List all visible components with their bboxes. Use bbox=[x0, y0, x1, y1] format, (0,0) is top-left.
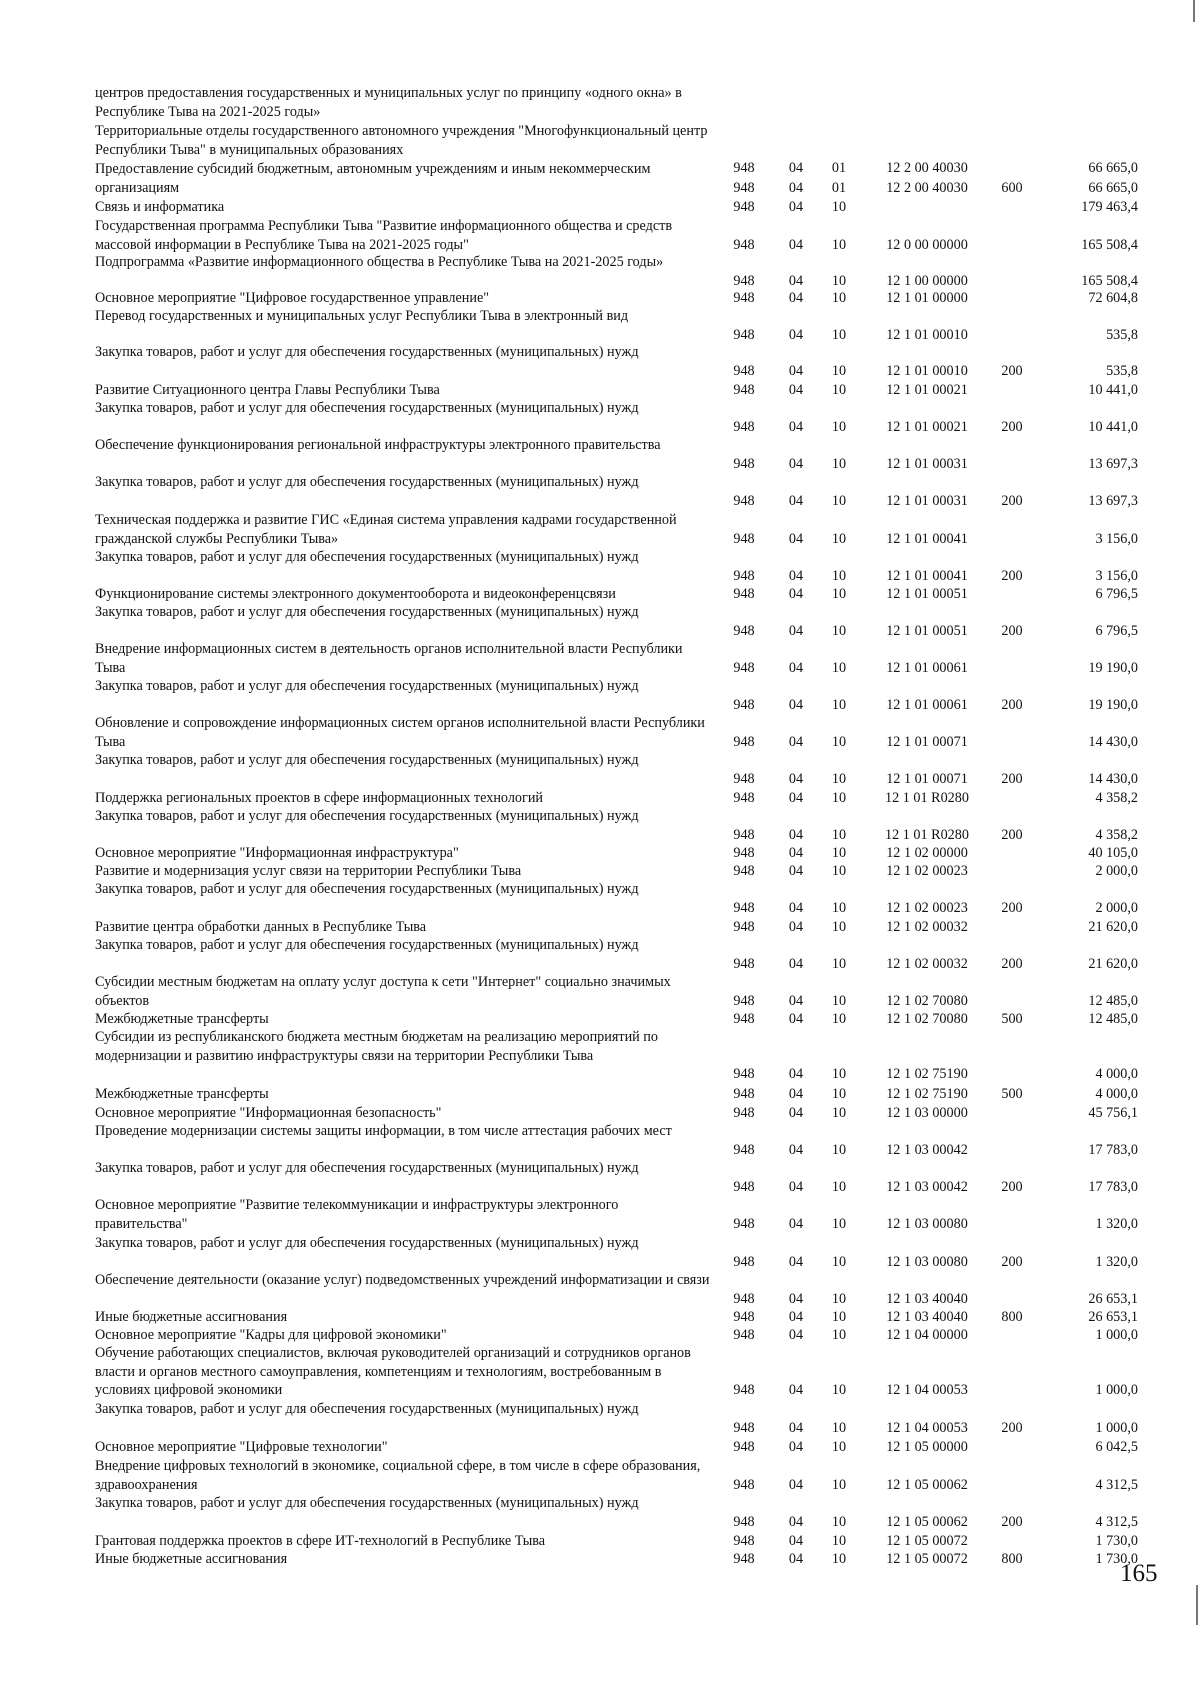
admin-code-cell: 948 bbox=[733, 272, 755, 289]
amount-cell: 45 756,1 bbox=[1088, 1105, 1138, 1121]
admin-code-cell: 948 bbox=[733, 455, 755, 472]
expense-type-code-cell: 600 bbox=[1001, 179, 1023, 196]
section-code-cell: 04 bbox=[788, 1178, 804, 1195]
subsection-code-cell: 10 bbox=[831, 492, 847, 509]
amount-cell: 13 697,3 bbox=[1088, 492, 1138, 509]
target-article-code-cell: 12 1 01 00010 bbox=[886, 326, 968, 343]
amount-cell: 10 441,0 bbox=[1088, 418, 1138, 435]
page-number: 165 bbox=[1120, 1560, 1158, 1587]
admin-code-cell: 948 bbox=[733, 362, 755, 379]
amount-cell: 2 000,0 bbox=[1095, 899, 1138, 916]
amount-cell: 1 000,0 bbox=[1095, 1419, 1138, 1436]
target-article-code-cell: 12 1 05 00072 bbox=[886, 1551, 968, 1567]
expense-type-code-cell: 800 bbox=[1001, 1551, 1023, 1567]
subsection-code-cell: 10 bbox=[831, 1309, 847, 1325]
row-name: Закупка товаров, работ и услуг для обеспечения государственных (муниципальных) нужд bbox=[95, 1235, 639, 1251]
subsection-code-cell: 10 bbox=[831, 586, 847, 602]
target-article-code-cell: 12 1 03 00042 bbox=[886, 1178, 968, 1195]
expense-type-code-cell: 200 bbox=[1001, 1253, 1023, 1270]
target-article-code-cell: 12 1 04 00000 bbox=[886, 1327, 968, 1343]
amount-cell: 14 430,0 bbox=[1088, 770, 1138, 787]
amount-cell: 26 653,1 bbox=[1088, 1309, 1138, 1325]
admin-code-cell: 948 bbox=[733, 1476, 755, 1493]
row-name: Предоставление субсидий бюджетным, автономным учреждениям и иным некоммерческим организациям bbox=[95, 161, 651, 196]
row-name: Закупка товаров, работ и услуг для обеспечения государственных (муниципальных) нужд bbox=[95, 1401, 639, 1417]
admin-code-cell: 948 bbox=[733, 382, 755, 398]
section-code-cell: 04 bbox=[788, 1215, 804, 1232]
admin-code-cell: 948 bbox=[733, 530, 755, 547]
subsection-code-cell: 10 bbox=[831, 272, 847, 289]
subsection-code-cell: 10 bbox=[831, 955, 847, 972]
target-article-code-cell: 12 1 01 00021 bbox=[886, 418, 968, 435]
amount-cell: 6 042,5 bbox=[1095, 1439, 1138, 1455]
row-name: Обеспечение деятельности (оказание услуг) подведомственных учреждений информатизации и связи bbox=[95, 1272, 710, 1288]
subsection-code-cell: 10 bbox=[831, 790, 847, 806]
section-code-cell: 04 bbox=[788, 326, 804, 343]
admin-code-cell: 948 bbox=[733, 199, 755, 215]
admin-code-cell: 948 bbox=[733, 492, 755, 509]
expense-type-code-cell: 200 bbox=[1001, 622, 1023, 639]
section-code-cell: 04 bbox=[788, 1476, 804, 1493]
subsection-code-cell: 10 bbox=[831, 1178, 847, 1195]
amount-cell: 72 604,8 bbox=[1088, 290, 1138, 306]
subsection-code-cell: 10 bbox=[831, 418, 847, 435]
amount-cell: 21 620,0 bbox=[1088, 955, 1138, 972]
target-article-code-cell: 12 1 03 40040 bbox=[886, 1290, 968, 1307]
admin-code-cell: 948 bbox=[733, 826, 755, 843]
target-article-code-cell: 12 1 01 00071 bbox=[886, 733, 968, 750]
section-code-cell: 04 bbox=[788, 1533, 804, 1549]
admin-code-cell: 948 bbox=[733, 1439, 755, 1455]
target-article-code-cell: 12 1 04 00053 bbox=[886, 1419, 968, 1436]
row-name: Функционирование системы электронного документооборота и видеоконференцсвязи bbox=[95, 586, 616, 602]
subsection-code-cell: 10 bbox=[831, 622, 847, 639]
amount-cell: 4 000,0 bbox=[1095, 1086, 1138, 1102]
amount-cell: 1 000,0 bbox=[1095, 1382, 1138, 1398]
admin-code-cell: 948 bbox=[733, 919, 755, 935]
admin-code-cell: 948 bbox=[733, 770, 755, 787]
admin-code-cell: 948 bbox=[733, 622, 755, 639]
amount-cell: 1 320,0 bbox=[1095, 1253, 1138, 1270]
admin-code-cell: 948 bbox=[733, 1086, 755, 1102]
admin-code-cell: 948 bbox=[733, 1215, 755, 1232]
admin-code-cell: 948 bbox=[733, 1419, 755, 1436]
section-code-cell: 04 bbox=[788, 696, 804, 713]
target-article-code-cell: 12 1 02 75190 bbox=[886, 1086, 968, 1102]
subsection-code-cell: 10 bbox=[831, 530, 847, 547]
amount-cell: 12 485,0 bbox=[1088, 1011, 1138, 1027]
admin-code-cell: 948 bbox=[733, 179, 755, 196]
subsection-code-cell: 10 bbox=[831, 1086, 847, 1102]
row-name: центров предоставления государственных и муниципальных услуг по принципу «одного окна» в Республике Тыва на 2021-2025 годы» bbox=[95, 85, 682, 120]
admin-code-cell: 948 bbox=[733, 1513, 755, 1530]
row-name: Закупка товаров, работ и услуг для обеспечения государственных (муниципальных) нужд bbox=[95, 474, 639, 490]
amount-cell: 17 783,0 bbox=[1088, 1178, 1138, 1195]
section-code-cell: 04 bbox=[788, 622, 804, 639]
expense-type-code-cell: 200 bbox=[1001, 770, 1023, 787]
section-code-cell: 04 bbox=[788, 160, 804, 176]
subsection-code-cell: 10 bbox=[831, 1476, 847, 1493]
target-article-code-cell: 12 1 05 00062 bbox=[886, 1513, 968, 1530]
admin-code-cell: 948 bbox=[733, 1011, 755, 1027]
admin-code-cell: 948 bbox=[733, 1253, 755, 1270]
target-article-code-cell: 12 1 01 00041 bbox=[886, 567, 968, 584]
subsection-code-cell: 10 bbox=[831, 826, 847, 843]
row-name: Закупка товаров, работ и услуг для обеспечения государственных (муниципальных) нужд bbox=[95, 344, 639, 360]
row-name: Развитие центра обработки данных в Республике Тыва bbox=[95, 919, 427, 935]
admin-code-cell: 948 bbox=[733, 955, 755, 972]
admin-code-cell: 948 bbox=[733, 326, 755, 343]
target-article-code-cell: 12 1 01 00071 bbox=[886, 770, 968, 787]
row-name: Внедрение цифровых технологий в экономике, социальной сфере, в том числе в сфере образования, здравоохранения bbox=[95, 1458, 701, 1493]
admin-code-cell: 948 bbox=[733, 1551, 755, 1567]
subsection-code-cell: 10 bbox=[831, 770, 847, 787]
section-code-cell: 04 bbox=[788, 530, 804, 547]
section-code-cell: 04 bbox=[788, 567, 804, 584]
admin-code-cell: 948 bbox=[733, 567, 755, 584]
subsection-code-cell: 01 bbox=[831, 160, 847, 176]
row-name: Основное мероприятие "Информационная инфраструктура" bbox=[95, 845, 459, 861]
subsection-code-cell: 10 bbox=[831, 1290, 847, 1307]
expense-type-code-cell: 500 bbox=[1001, 1011, 1023, 1027]
section-code-cell: 04 bbox=[788, 863, 804, 879]
subsection-code-cell: 10 bbox=[831, 919, 847, 935]
admin-code-cell: 948 bbox=[733, 236, 755, 253]
subsection-code-cell: 10 bbox=[831, 1419, 847, 1436]
admin-code-cell: 948 bbox=[733, 1533, 755, 1549]
amount-cell: 165 508,4 bbox=[1081, 236, 1138, 253]
subsection-code-cell: 10 bbox=[831, 1327, 847, 1343]
amount-cell: 19 190,0 bbox=[1088, 696, 1138, 713]
row-name: Межбюджетные трансферты bbox=[95, 1011, 269, 1027]
target-article-code-cell: 12 2 00 40030 bbox=[886, 179, 968, 196]
admin-code-cell: 948 bbox=[733, 1382, 755, 1398]
subsection-code-cell: 10 bbox=[831, 1513, 847, 1530]
target-article-code-cell: 12 1 04 00053 bbox=[886, 1382, 968, 1398]
target-article-code-cell: 12 1 01 00051 bbox=[886, 622, 968, 639]
admin-code-cell: 948 bbox=[733, 1290, 755, 1307]
amount-cell: 1 730,0 bbox=[1095, 1533, 1138, 1549]
admin-code-cell: 948 bbox=[733, 659, 755, 676]
admin-code-cell: 948 bbox=[733, 899, 755, 916]
target-article-code-cell: 12 1 02 00023 bbox=[886, 863, 968, 879]
expense-type-code-cell: 500 bbox=[1001, 1086, 1023, 1102]
row-name: Подпрограмма «Развитие информационного общества в Республике Тыва на 2021-2025 годы» bbox=[95, 254, 664, 270]
admin-code-cell: 948 bbox=[733, 290, 755, 306]
admin-code-cell: 948 bbox=[733, 586, 755, 602]
row-name: Закупка товаров, работ и услуг для обеспечения государственных (муниципальных) нужд bbox=[95, 1495, 639, 1511]
subsection-code-cell: 10 bbox=[831, 567, 847, 584]
expense-type-code-cell: 200 bbox=[1001, 955, 1023, 972]
row-name: Основное мероприятие "Развитие телекоммуникации и инфраструктуры электронного правительства" bbox=[95, 1197, 619, 1232]
section-code-cell: 04 bbox=[788, 290, 804, 306]
amount-cell: 1 000,0 bbox=[1095, 1327, 1138, 1343]
target-article-code-cell: 12 1 01 00041 bbox=[886, 530, 968, 547]
target-article-code-cell: 12 1 02 00032 bbox=[886, 955, 968, 972]
section-code-cell: 04 bbox=[788, 586, 804, 602]
admin-code-cell: 948 bbox=[733, 863, 755, 879]
section-code-cell: 04 bbox=[788, 992, 804, 1009]
target-article-code-cell: 12 1 03 00042 bbox=[886, 1141, 968, 1158]
amount-cell: 1 320,0 bbox=[1095, 1215, 1138, 1232]
amount-cell: 4 000,0 bbox=[1095, 1066, 1138, 1082]
amount-cell: 13 697,3 bbox=[1088, 455, 1138, 472]
scan-edge-mark bbox=[1196, 1585, 1198, 1625]
amount-cell: 6 796,5 bbox=[1095, 622, 1138, 639]
target-article-code-cell: 12 0 00 00000 bbox=[886, 236, 968, 253]
section-code-cell: 04 bbox=[788, 790, 804, 806]
amount-cell: 3 156,0 bbox=[1095, 567, 1138, 584]
section-code-cell: 04 bbox=[788, 899, 804, 916]
row-name: Обновление и сопровождение информационных систем органов исполнительной власти Республики Тыва bbox=[95, 715, 705, 750]
admin-code-cell: 948 bbox=[733, 696, 755, 713]
target-article-code-cell: 12 1 01 00061 bbox=[886, 659, 968, 676]
row-name: Межбюджетные трансферты bbox=[95, 1086, 269, 1102]
section-code-cell: 04 bbox=[788, 1382, 804, 1398]
target-article-code-cell: 12 1 03 00000 bbox=[886, 1105, 968, 1121]
row-name: Закупка товаров, работ и услуг для обеспечения государственных (муниципальных) нужд bbox=[95, 400, 639, 416]
target-article-code-cell: 12 1 01 R0280 bbox=[885, 790, 969, 806]
amount-cell: 4 312,5 bbox=[1095, 1513, 1138, 1530]
row-name: Обеспечение функционирования региональной инфраструктуры электронного правительства bbox=[95, 437, 661, 453]
subsection-code-cell: 10 bbox=[831, 1066, 847, 1082]
target-article-code-cell: 12 2 00 40030 bbox=[886, 160, 968, 176]
target-article-code-cell: 12 1 01 00021 bbox=[886, 382, 968, 398]
amount-cell: 19 190,0 bbox=[1088, 659, 1138, 676]
admin-code-cell: 948 bbox=[733, 1309, 755, 1325]
subsection-code-cell: 10 bbox=[831, 362, 847, 379]
subsection-code-cell: 10 bbox=[831, 236, 847, 253]
section-code-cell: 04 bbox=[788, 362, 804, 379]
row-name: Иные бюджетные ассигнования bbox=[95, 1309, 288, 1325]
row-name: Закупка товаров, работ и услуг для обеспечения государственных (муниципальных) нужд bbox=[95, 549, 639, 565]
amount-cell: 66 665,0 bbox=[1088, 160, 1138, 176]
section-code-cell: 04 bbox=[788, 770, 804, 787]
row-name: Закупка товаров, работ и услуг для обеспечения государственных (муниципальных) нужд bbox=[95, 604, 639, 620]
target-article-code-cell: 12 1 02 70080 bbox=[886, 1011, 968, 1027]
expense-type-code-cell: 200 bbox=[1001, 826, 1023, 843]
target-article-code-cell: 12 1 01 00031 bbox=[886, 455, 968, 472]
row-name: Основное мероприятие "Информационная безопасность" bbox=[95, 1105, 442, 1121]
subsection-code-cell: 10 bbox=[831, 899, 847, 916]
subsection-code-cell: 10 bbox=[831, 199, 847, 215]
row-name: Субсидии из республиканского бюджета местным бюджетам на реализацию мероприятий по модернизации и развитию инфраструктуры связи на территории Республики Тыва bbox=[95, 1029, 658, 1064]
row-name: Внедрение информационных систем в деятельность органов исполнительной власти Республики Тыва bbox=[95, 641, 683, 676]
section-code-cell: 04 bbox=[788, 845, 804, 861]
target-article-code-cell: 12 1 02 70080 bbox=[886, 992, 968, 1009]
row-name: Закупка товаров, работ и услуг для обеспечения государственных (муниципальных) нужд bbox=[95, 1160, 639, 1176]
section-code-cell: 04 bbox=[788, 1513, 804, 1530]
section-code-cell: 04 bbox=[788, 1551, 804, 1567]
row-name: Основное мероприятие "Цифровое государственное управление" bbox=[95, 290, 490, 306]
amount-cell: 21 620,0 bbox=[1088, 919, 1138, 935]
row-name: Закупка товаров, работ и услуг для обеспечения государственных (муниципальных) нужд bbox=[95, 808, 639, 824]
subsection-code-cell: 10 bbox=[831, 1253, 847, 1270]
section-code-cell: 04 bbox=[788, 179, 804, 196]
row-name: Развитие Ситуационного центра Главы Республики Тыва bbox=[95, 382, 440, 398]
subsection-code-cell: 10 bbox=[831, 845, 847, 861]
amount-cell: 14 430,0 bbox=[1088, 733, 1138, 750]
amount-cell: 1 730,0 bbox=[1095, 1551, 1138, 1567]
target-article-code-cell: 12 1 05 00072 bbox=[886, 1533, 968, 1549]
section-code-cell: 04 bbox=[788, 1290, 804, 1307]
subsection-code-cell: 10 bbox=[831, 696, 847, 713]
row-name: Связь и информатика bbox=[95, 199, 225, 215]
section-code-cell: 04 bbox=[788, 1011, 804, 1027]
admin-code-cell: 948 bbox=[733, 1327, 755, 1343]
subsection-code-cell: 10 bbox=[831, 382, 847, 398]
admin-code-cell: 948 bbox=[733, 160, 755, 176]
section-code-cell: 04 bbox=[788, 1253, 804, 1270]
target-article-code-cell: 12 1 03 00080 bbox=[886, 1253, 968, 1270]
expense-type-code-cell: 200 bbox=[1001, 1178, 1023, 1195]
admin-code-cell: 948 bbox=[733, 1066, 755, 1082]
section-code-cell: 04 bbox=[788, 955, 804, 972]
section-code-cell: 04 bbox=[788, 659, 804, 676]
amount-cell: 12 485,0 bbox=[1088, 992, 1138, 1009]
section-code-cell: 04 bbox=[788, 1105, 804, 1121]
section-code-cell: 04 bbox=[788, 418, 804, 435]
amount-cell: 6 796,5 bbox=[1095, 586, 1138, 602]
target-article-code-cell: 12 1 01 00061 bbox=[886, 696, 968, 713]
subsection-code-cell: 10 bbox=[831, 1533, 847, 1549]
target-article-code-cell: 12 1 01 00000 bbox=[886, 290, 968, 306]
subsection-code-cell: 10 bbox=[831, 1105, 847, 1121]
subsection-code-cell: 10 bbox=[831, 659, 847, 676]
target-article-code-cell: 12 1 01 R0280 bbox=[885, 826, 969, 843]
row-name: Закупка товаров, работ и услуг для обеспечения государственных (муниципальных) нужд bbox=[95, 937, 639, 953]
admin-code-cell: 948 bbox=[733, 418, 755, 435]
expense-type-code-cell: 200 bbox=[1001, 1513, 1023, 1530]
target-article-code-cell: 12 1 05 00062 bbox=[886, 1476, 968, 1493]
subsection-code-cell: 10 bbox=[831, 1551, 847, 1567]
amount-cell: 2 000,0 bbox=[1095, 863, 1138, 879]
section-code-cell: 04 bbox=[788, 1066, 804, 1082]
amount-cell: 4 358,2 bbox=[1095, 790, 1138, 806]
expense-type-code-cell: 200 bbox=[1001, 418, 1023, 435]
row-name: Закупка товаров, работ и услуг для обеспечения государственных (муниципальных) нужд bbox=[95, 881, 639, 897]
expense-type-code-cell: 200 bbox=[1001, 567, 1023, 584]
section-code-cell: 04 bbox=[788, 919, 804, 935]
row-name: Основное мероприятие "Кадры для цифровой экономики" bbox=[95, 1327, 447, 1343]
subsection-code-cell: 10 bbox=[831, 455, 847, 472]
section-code-cell: 04 bbox=[788, 1309, 804, 1325]
section-code-cell: 04 bbox=[788, 1419, 804, 1436]
amount-cell: 66 665,0 bbox=[1088, 179, 1138, 196]
expense-type-code-cell: 200 bbox=[1001, 362, 1023, 379]
amount-cell: 3 156,0 bbox=[1095, 530, 1138, 547]
section-code-cell: 04 bbox=[788, 733, 804, 750]
target-article-code-cell: 12 1 02 00023 bbox=[886, 899, 968, 916]
admin-code-cell: 948 bbox=[733, 790, 755, 806]
section-code-cell: 04 bbox=[788, 826, 804, 843]
row-name: Грантовая поддержка проектов в сфере ИТ-технологий в Республике Тыва bbox=[95, 1533, 546, 1549]
target-article-code-cell: 12 1 03 00080 bbox=[886, 1215, 968, 1232]
target-article-code-cell: 12 1 05 00000 bbox=[886, 1439, 968, 1455]
target-article-code-cell: 12 1 01 00031 bbox=[886, 492, 968, 509]
admin-code-cell: 948 bbox=[733, 1141, 755, 1158]
admin-code-cell: 948 bbox=[733, 733, 755, 750]
target-article-code-cell: 12 1 02 75190 bbox=[886, 1066, 968, 1082]
row-name: Закупка товаров, работ и услуг для обеспечения государственных (муниципальных) нужд bbox=[95, 678, 639, 694]
row-name: Обучение работающих специалистов, включая руководителей организаций и сотрудников органов власти и органов местного самоуправления, компетенциям и технологиям, востребованным в условиях цифровой экономики bbox=[95, 1345, 691, 1398]
subsection-code-cell: 10 bbox=[831, 1382, 847, 1398]
amount-cell: 165 508,4 bbox=[1081, 272, 1138, 289]
row-name: Основное мероприятие "Цифровые технологии" bbox=[95, 1439, 388, 1455]
section-code-cell: 04 bbox=[788, 199, 804, 215]
target-article-code-cell: 12 1 02 00000 bbox=[886, 845, 968, 861]
scan-edge-mark bbox=[1193, 0, 1195, 22]
target-article-code-cell: 12 1 03 40040 bbox=[886, 1309, 968, 1325]
subsection-code-cell: 10 bbox=[831, 1439, 847, 1455]
row-name: Перевод государственных и муниципальных услуг Республики Тыва в электронный вид bbox=[95, 308, 629, 324]
subsection-code-cell: 10 bbox=[831, 992, 847, 1009]
section-code-cell: 04 bbox=[788, 455, 804, 472]
amount-cell: 535,8 bbox=[1106, 326, 1138, 343]
admin-code-cell: 948 bbox=[733, 1105, 755, 1121]
subsection-code-cell: 10 bbox=[831, 290, 847, 306]
row-name: Иные бюджетные ассигнования bbox=[95, 1551, 288, 1567]
expense-type-code-cell: 200 bbox=[1001, 1419, 1023, 1436]
row-name: Субсидии местным бюджетам на оплату услуг доступа к сети "Интернет" социально значимых объектов bbox=[95, 974, 671, 1009]
section-code-cell: 04 bbox=[788, 1141, 804, 1158]
section-code-cell: 04 bbox=[788, 236, 804, 253]
target-article-code-cell: 12 1 01 00010 bbox=[886, 362, 968, 379]
row-name: Закупка товаров, работ и услуг для обеспечения государственных (муниципальных) нужд bbox=[95, 752, 639, 768]
target-article-code-cell: 12 1 00 00000 bbox=[886, 272, 968, 289]
section-code-cell: 04 bbox=[788, 1439, 804, 1455]
amount-cell: 10 441,0 bbox=[1088, 382, 1138, 398]
target-article-code-cell: 12 1 01 00051 bbox=[886, 586, 968, 602]
amount-cell: 4 312,5 bbox=[1095, 1476, 1138, 1493]
admin-code-cell: 948 bbox=[733, 845, 755, 861]
section-code-cell: 04 bbox=[788, 492, 804, 509]
admin-code-cell: 948 bbox=[733, 1178, 755, 1195]
amount-cell: 17 783,0 bbox=[1088, 1141, 1138, 1158]
section-code-cell: 04 bbox=[788, 272, 804, 289]
subsection-code-cell: 10 bbox=[831, 326, 847, 343]
expense-type-code-cell: 800 bbox=[1001, 1309, 1023, 1325]
subsection-code-cell: 10 bbox=[831, 863, 847, 879]
row-name: Территориальные отделы государственного автономного учреждения "Многофункциональный центр Республики Тыва" в муниципальных образованиях bbox=[95, 123, 708, 158]
subsection-code-cell: 10 bbox=[831, 1215, 847, 1232]
expense-type-code-cell: 200 bbox=[1001, 899, 1023, 916]
row-name: Развитие и модернизация услуг связи на территории Республики Тыва bbox=[95, 863, 522, 879]
amount-cell: 4 358,2 bbox=[1095, 826, 1138, 843]
amount-cell: 179 463,4 bbox=[1081, 199, 1138, 215]
subsection-code-cell: 10 bbox=[831, 1011, 847, 1027]
expense-type-code-cell: 200 bbox=[1001, 492, 1023, 509]
expense-type-code-cell: 200 bbox=[1001, 696, 1023, 713]
subsection-code-cell: 10 bbox=[831, 733, 847, 750]
row-name: Поддержка региональных проектов в сфере информационных технологий bbox=[95, 790, 544, 806]
target-article-code-cell: 12 1 02 00032 bbox=[886, 919, 968, 935]
amount-cell: 26 653,1 bbox=[1088, 1290, 1138, 1307]
section-code-cell: 04 bbox=[788, 1327, 804, 1343]
subsection-code-cell: 10 bbox=[831, 1141, 847, 1158]
row-name: Проведение модернизации системы защиты информации, в том числе аттестация рабочих мест bbox=[95, 1123, 672, 1139]
amount-cell: 40 105,0 bbox=[1088, 845, 1138, 861]
admin-code-cell: 948 bbox=[733, 992, 755, 1009]
amount-cell: 535,8 bbox=[1106, 362, 1138, 379]
subsection-code-cell: 01 bbox=[831, 179, 847, 196]
row-name: Государственная программа Республики Тыва "Развитие информационного общества и средств массовой информации в Республике Тыва на 2021-2025 годы" bbox=[95, 218, 673, 253]
section-code-cell: 04 bbox=[788, 1086, 804, 1102]
section-code-cell: 04 bbox=[788, 382, 804, 398]
row-name: Техническая поддержка и развитие ГИС «Единая система управления кадрами государственной гражданской службы Республики Тыва» bbox=[95, 512, 677, 547]
